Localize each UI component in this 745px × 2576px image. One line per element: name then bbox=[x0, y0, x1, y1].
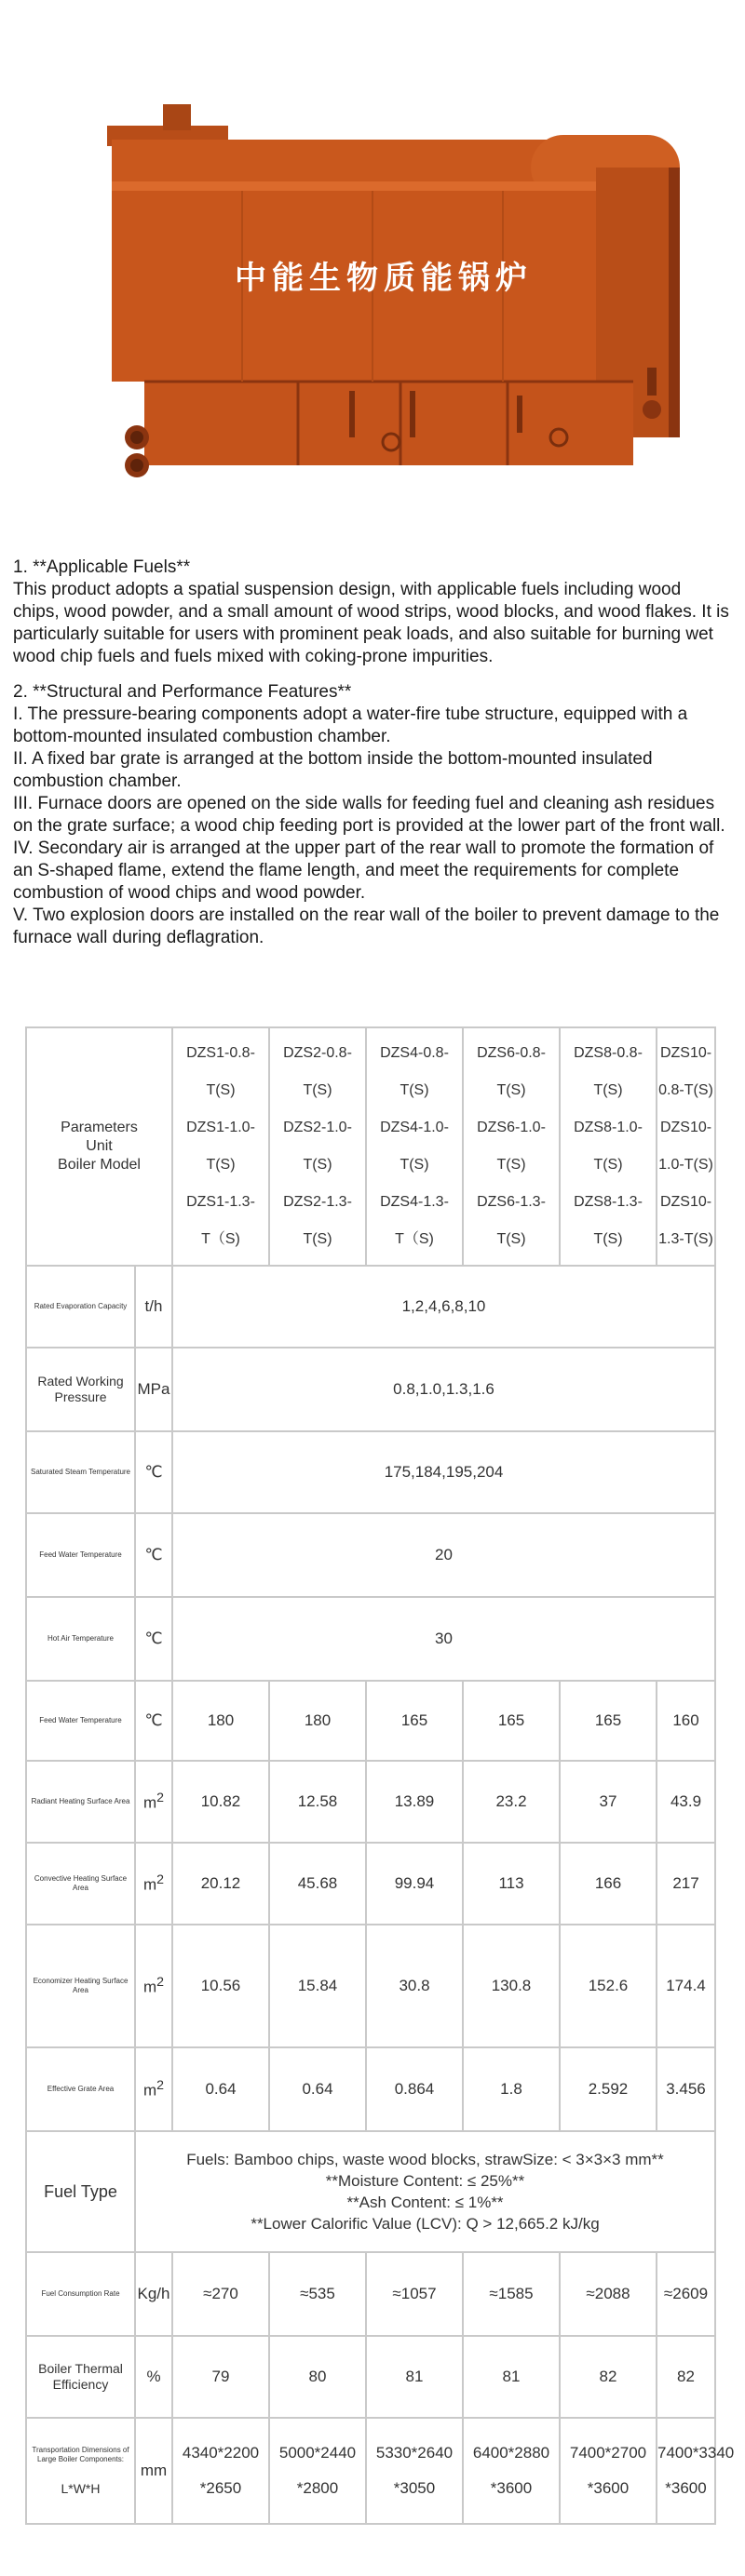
fuel-line: **Lower Calorific Value (LCV): Q > 12,665.2 kJ/kg bbox=[251, 2215, 600, 2233]
cell-value: 79 bbox=[172, 2336, 269, 2418]
cell-value: 82 bbox=[657, 2336, 715, 2418]
cell-value: 113 bbox=[463, 1843, 560, 1925]
section1-title: 1. **Applicable Fuels** bbox=[13, 557, 191, 577]
row-label: Fuel Consumption Rate bbox=[26, 2252, 135, 2336]
row-label: Feed Water Temperature bbox=[26, 1681, 135, 1761]
cell-value: 45.68 bbox=[269, 1843, 366, 1925]
row-label: Boiler Thermal Efficiency bbox=[26, 2336, 135, 2418]
model-cell: DZS2-0.8- T(S) DZS2-1.0- T(S) DZS2-1.3- T(S) bbox=[269, 1027, 366, 1266]
cell-value: 7400*2700 *3600 bbox=[560, 2418, 657, 2524]
cell-value: 5000*2440 *2800 bbox=[269, 2418, 366, 2524]
table-row bbox=[26, 1431, 715, 1513]
row-label: Radiant Heating Surface Area bbox=[26, 1761, 135, 1843]
cell-value: 81 bbox=[463, 2336, 560, 2418]
cell-value: 180 bbox=[172, 1681, 269, 1761]
header-model: Boiler Model bbox=[58, 1157, 141, 1173]
feature-item: V. Two explosion doors are installed on the rear wall of the boiler to prevent damage to the furnace wall during deflagration. bbox=[13, 906, 720, 947]
fuel-type-value bbox=[135, 2131, 715, 2252]
row-unit: ℃ bbox=[135, 1681, 172, 1761]
row-unit: ℃ bbox=[135, 1513, 172, 1597]
row-unit: t/h bbox=[135, 1266, 172, 1348]
cell-value: 166 bbox=[560, 1843, 657, 1925]
cell-value: ≈2088 bbox=[560, 2252, 657, 2336]
model-cell: DZS1-0.8- T(S) DZS1-1.0- T(S) DZS1-1.3- T（S) bbox=[172, 1027, 269, 1266]
brand-label: 中能生物质能锅炉 bbox=[235, 260, 533, 297]
cell-value: 82 bbox=[560, 2336, 657, 2418]
table-row-fuel bbox=[26, 2131, 715, 2252]
feature-item: III. Furnace doors are opened on the side walls for feeding fuel and cleaning ash residues on the grate surface; a wood chip feeding port is provided at the lower part of the front wall. bbox=[13, 794, 725, 836]
fuel-line: **Moisture Content: ≤ 25%** bbox=[325, 2172, 525, 2190]
header-label-cell bbox=[26, 1027, 172, 1266]
table-row bbox=[26, 2418, 715, 2524]
cell-value: 80 bbox=[269, 2336, 366, 2418]
row-value: 0.8,1.0,1.3,1.6 bbox=[172, 1348, 715, 1431]
cell-value: ≈1585 bbox=[463, 2252, 560, 2336]
row-label: Transportation Dimensions of Large Boiler Components: L*W*H bbox=[26, 2418, 135, 2524]
cell-value: 15.84 bbox=[269, 1925, 366, 2047]
cell-value: ≈1057 bbox=[366, 2252, 463, 2336]
cell-value: 152.6 bbox=[560, 1925, 657, 2047]
row-unit: $m^2$ bbox=[135, 1843, 172, 1925]
cell-value: 3.456 bbox=[657, 2047, 715, 2131]
cell-value: 1.8 bbox=[463, 2047, 560, 2131]
row-label: Rated Evaporation Capacity bbox=[26, 1266, 135, 1348]
model-cell: DZS6-0.8- T(S) DZS6-1.0- T(S) DZS6-1.3- T(S) bbox=[463, 1027, 560, 1266]
cell-value: ≈2609 bbox=[657, 2252, 715, 2336]
cell-value: 174.4 bbox=[657, 1925, 715, 2047]
model-cell: DZS8-0.8- T(S) DZS8-1.0- T(S) DZS8-1.3- T(S) bbox=[560, 1027, 657, 1266]
cell-value: 10.56 bbox=[172, 1925, 269, 2047]
row-value: 175,184,195,204 bbox=[172, 1431, 715, 1513]
cell-value: 0.64 bbox=[172, 2047, 269, 2131]
table-row bbox=[26, 1925, 715, 2047]
row-unit: $m^2$ bbox=[135, 1925, 172, 2047]
cell-value: 20.12 bbox=[172, 1843, 269, 1925]
spec-table-wrapper bbox=[25, 1026, 735, 2525]
cell-value: 81 bbox=[366, 2336, 463, 2418]
header-parameters: Parameters bbox=[61, 1120, 138, 1135]
row-unit: $m^2$ bbox=[135, 2047, 172, 2131]
cell-value: 6400*2880 *3600 bbox=[463, 2418, 560, 2524]
feature-item: II. A fixed bar grate is arranged at the bottom inside the bottom-mounted insulated combustion chamber. bbox=[13, 749, 653, 791]
section1-body: This product adopts a spatial suspension design, with applicable fuels including wood chips, wood powder, and a small amount of wood strips, wood blocks, and wood flakes. It is particularly suitable for users with prominent peak loads, and also suitable for burning wet wood chip fuels and fuels mixed with coking-prone impurities. bbox=[13, 580, 729, 666]
table-row bbox=[26, 2336, 715, 2418]
cell-value: 10.82 bbox=[172, 1761, 269, 1843]
cell-value: ≈270 bbox=[172, 2252, 269, 2336]
table-row bbox=[26, 2047, 715, 2131]
row-label: Fuel Type bbox=[26, 2131, 135, 2252]
cell-value: 160 bbox=[657, 1681, 715, 1761]
cell-value: ≈535 bbox=[269, 2252, 366, 2336]
table-row bbox=[26, 1843, 715, 1925]
table-row bbox=[26, 1513, 715, 1597]
cell-value: 12.58 bbox=[269, 1761, 366, 1843]
boiler-product-image bbox=[0, 0, 745, 521]
row-unit: MPa bbox=[135, 1348, 172, 1431]
cell-value: 130.8 bbox=[463, 1925, 560, 2047]
cell-value: 0.864 bbox=[366, 2047, 463, 2131]
spec-table bbox=[25, 1026, 735, 2525]
header-row bbox=[26, 1027, 715, 1266]
row-unit: mm bbox=[135, 2418, 172, 2524]
cell-value: 4340*2200 *2650 bbox=[172, 2418, 269, 2524]
table-row bbox=[26, 1348, 715, 1431]
table-row bbox=[26, 1266, 715, 1348]
cell-value: 165 bbox=[366, 1681, 463, 1761]
row-value: 30 bbox=[172, 1597, 715, 1681]
row-unit: ℃ bbox=[135, 1431, 172, 1513]
table-row bbox=[26, 2252, 715, 2336]
row-label: Economizer Heating Surface Area bbox=[26, 1925, 135, 2047]
row-unit: $m^2$ bbox=[135, 1761, 172, 1843]
row-value: 20 bbox=[172, 1513, 715, 1597]
model-cell: DZS10- 0.8-T(S) DZS10- 1.0-T(S) DZS10- 1.3-T(S) bbox=[657, 1027, 715, 1266]
cell-value: 37 bbox=[560, 1761, 657, 1843]
row-unit: Kg/h bbox=[135, 2252, 172, 2336]
cell-value: 0.64 bbox=[269, 2047, 366, 2131]
model-cell: DZS4-0.8- T(S) DZS4-1.0- T(S) DZS4-1.3- T（S) bbox=[366, 1027, 463, 1266]
cell-value: 2.592 bbox=[560, 2047, 657, 2131]
row-label: Saturated Steam Temperature bbox=[26, 1431, 135, 1513]
boiler-illustration bbox=[0, 0, 745, 521]
table-row bbox=[26, 1597, 715, 1681]
row-label: Convective Heating Surface Area bbox=[26, 1843, 135, 1925]
cell-value: 217 bbox=[657, 1843, 715, 1925]
feature-item: I. The pressure-bearing components adopt a water-fire tube structure, equipped with a bottom-mounted insulated combustion chamber. bbox=[13, 704, 688, 746]
row-label: Feed Water Temperature bbox=[26, 1513, 135, 1597]
cell-value: 99.94 bbox=[366, 1843, 463, 1925]
cell-value: 165 bbox=[560, 1681, 657, 1761]
fuel-line: Fuels: Bamboo chips, waste wood blocks, strawSize: < 3×3×3 mm** bbox=[186, 2151, 664, 2168]
table-row bbox=[26, 1761, 715, 1843]
row-label: Effective Grate Area bbox=[26, 2047, 135, 2131]
cell-value: 13.89 bbox=[366, 1761, 463, 1843]
row-value: 1,2,4,6,8,10 bbox=[172, 1266, 715, 1348]
cell-value: 7400*3340 *3600 bbox=[657, 2418, 715, 2524]
row-label: Hot Air Temperature bbox=[26, 1597, 135, 1681]
row-unit: % bbox=[135, 2336, 172, 2418]
row-label: Rated Working Pressure bbox=[26, 1348, 135, 1431]
cell-value: 43.9 bbox=[657, 1761, 715, 1843]
section2-title: 2. **Structural and Performance Features** bbox=[13, 682, 352, 702]
description bbox=[0, 521, 745, 949]
cell-value: 30.8 bbox=[366, 1925, 463, 2047]
feature-item: IV. Secondary air is arranged at the upper part of the rear wall to promote the formation of an S-shaped flame, extend the flame length, and meet the requirements for complete combustion of wood chips and wood powder. bbox=[13, 839, 714, 903]
row-unit: ℃ bbox=[135, 1597, 172, 1681]
table-row bbox=[26, 1681, 715, 1761]
header-unit: Unit bbox=[86, 1138, 113, 1154]
cell-value: 180 bbox=[269, 1681, 366, 1761]
fuel-line: **Ash Content: ≤ 1%** bbox=[346, 2194, 504, 2211]
cell-value: 165 bbox=[463, 1681, 560, 1761]
cell-value: 23.2 bbox=[463, 1761, 560, 1843]
cell-value: 5330*2640 *3050 bbox=[366, 2418, 463, 2524]
